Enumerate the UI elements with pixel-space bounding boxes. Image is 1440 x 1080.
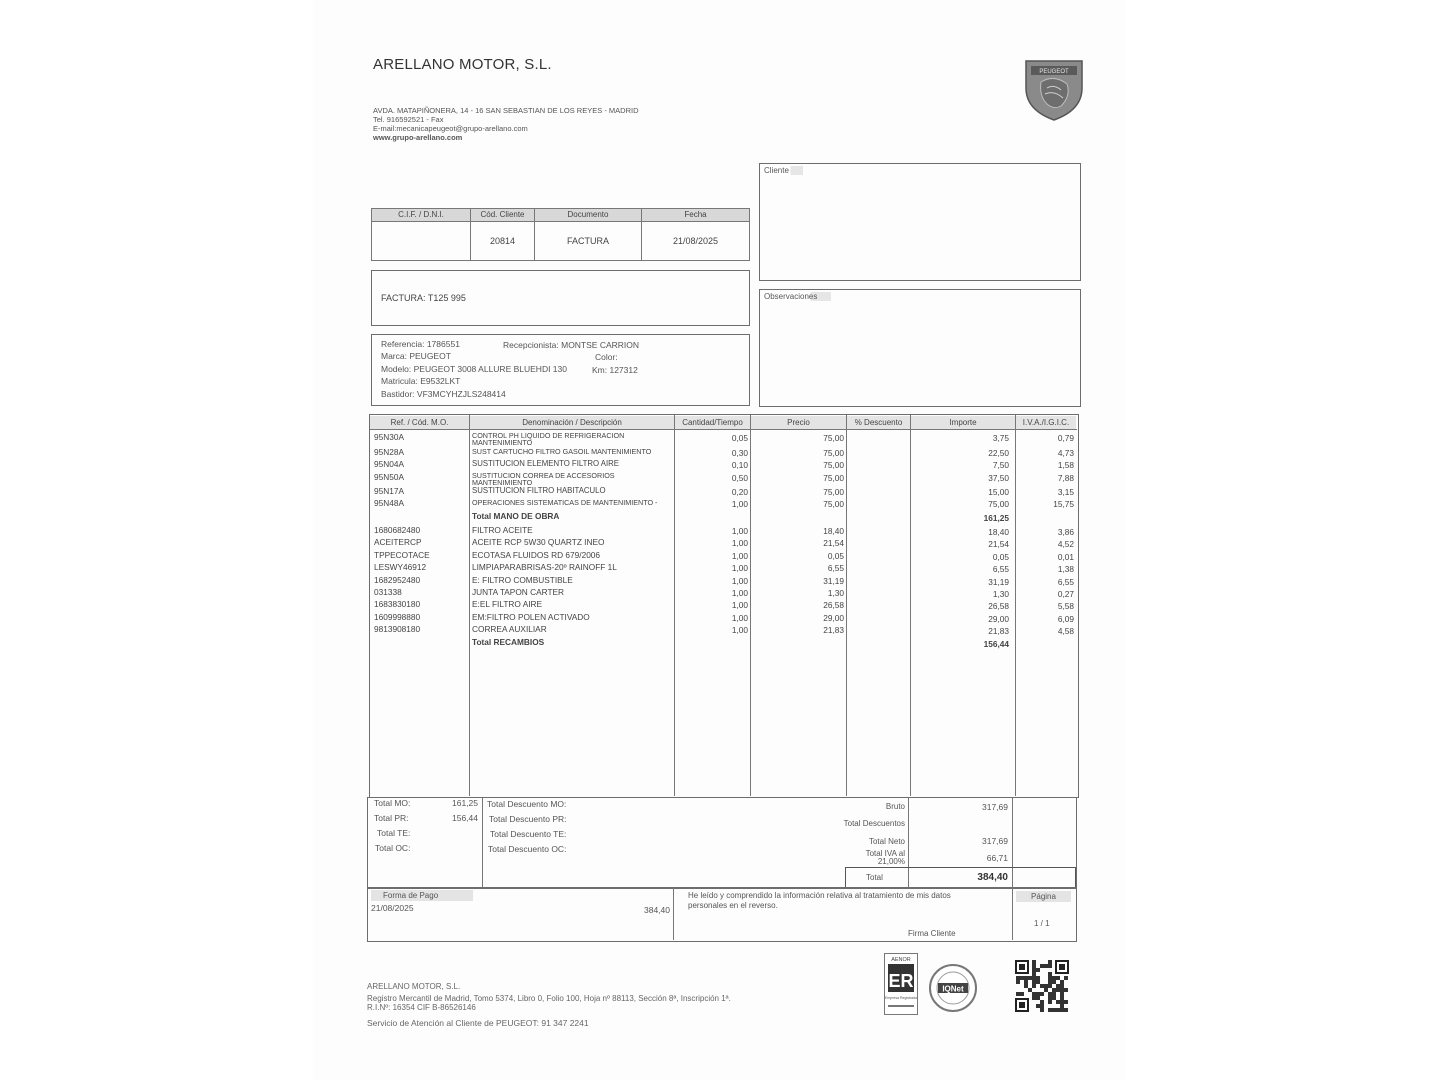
line-importe: 6,55 (992, 564, 1009, 575)
totals-divider (482, 798, 483, 887)
line-qty: 0,20 (731, 487, 748, 497)
line-iva: 6,55 (1057, 576, 1074, 587)
factura-number: FACTURA: T125 995 (381, 293, 466, 303)
grand-total-label: Total (866, 873, 883, 882)
payment-label: Forma de Pago (371, 890, 473, 901)
line-price: 75,00 (823, 499, 844, 509)
line-qty: 1,00 (731, 538, 748, 549)
vehicle-color: Color: (595, 352, 618, 362)
line-qty: 1,00 (731, 588, 748, 598)
total-descuentos-label: Total Descuentos (843, 819, 905, 828)
vehicle-modelo: Modelo: PEUGEOT 3008 ALLURE BLUEHDI 130 (381, 364, 567, 374)
line-iva: 3,86 (1057, 527, 1074, 537)
line-ref: 031338 (374, 587, 402, 597)
pagina-label: Página (1016, 891, 1071, 902)
line-qty: 0,10 (731, 460, 748, 470)
line-description: OPERACIONES SISTEMATICAS DE MANTENIMIENTO - (472, 498, 658, 507)
total-oc-label: Total OC: (375, 843, 411, 853)
line-iva: 4,73 (1057, 448, 1074, 458)
col-divider (910, 415, 911, 796)
vehicle-matricula: Matricula: E9532LKT (381, 376, 461, 386)
col-divider (750, 415, 751, 796)
company-address: AVDA. MATAPIÑONERA, 14 - 16 SAN SEBASTIAN DE LOS REYES - MADRID (373, 106, 639, 115)
col-divider (674, 415, 675, 796)
payment-date: 21/08/2025 (371, 903, 414, 913)
line-ref: 95N50A (374, 472, 404, 482)
line-qty: 0,50 (731, 473, 748, 483)
total-desc-oc-label: Total Descuento OC: (488, 844, 567, 854)
line-iva: 7,88 (1057, 473, 1074, 483)
observaciones-label: Observaciones (762, 292, 831, 301)
total-desc-mo-label: Total Descuento MO: (487, 799, 567, 809)
company-web: www.grupo-arellano.com (373, 133, 463, 142)
line-importe: 21,54 (988, 539, 1009, 550)
line-ref: 95N17A (374, 486, 404, 496)
line-iva: 4,58 (1057, 626, 1074, 637)
header-fecha-value: 21/08/2025 (641, 221, 750, 261)
line-ref: 95N48A (374, 498, 404, 508)
line-price: 26,58 (823, 600, 844, 611)
col-importe: Importe (911, 416, 1016, 429)
line-description: E:EL FILTRO AIRE (472, 599, 543, 610)
line-price: 29,00 (823, 612, 844, 623)
line-iva: 1,58 (1057, 460, 1074, 470)
header-cif-value (371, 221, 471, 261)
line-iva: 1,38 (1057, 564, 1074, 575)
line-description-2: MANTENIMIENTO (472, 438, 533, 447)
col-desc: Denominación / Descripción (470, 416, 675, 429)
vehicle-km: Km: 127312 (592, 365, 638, 375)
privacy-text-1: He leído y comprendido la información relativa al tratamiento de mis datos (688, 891, 951, 900)
line-ref: LESWY46912 (374, 562, 427, 573)
line-importe: 31,19 (988, 576, 1009, 587)
total-desc-pr-label: Total Descuento PR: (489, 814, 567, 824)
observaciones-box (759, 289, 1081, 407)
line-description: ECOTASA FLUIDOS RD 679/2006 (472, 549, 601, 560)
line-importe: 18,40 (988, 527, 1009, 537)
header-documento-label: Documento (534, 208, 642, 222)
total-pr-label: Total PR: (374, 813, 409, 823)
line-importe: 21,83 (988, 626, 1009, 637)
col-divider (1015, 415, 1016, 796)
total-iva-label: Total IVA al (865, 849, 905, 858)
line-description: LIMPIAPARABRISAS-20º RAINOFF 1L (472, 562, 617, 573)
line-importe: 29,00 (988, 613, 1009, 624)
cliente-box (759, 163, 1081, 281)
col-divider (846, 415, 847, 796)
line-description: JUNTA TAPON CARTER (472, 587, 565, 597)
line-ref: 1682952480 (374, 574, 421, 585)
total-iva-value: 66,71 (986, 853, 1008, 863)
header-fecha-label: Fecha (641, 208, 750, 222)
line-importe: 1,30 (992, 589, 1009, 599)
line-iva: 15,75 (1053, 499, 1074, 509)
total-mo-value: 161,25 (452, 798, 478, 808)
bruto-label: Bruto (885, 802, 905, 811)
company-name: ARELLANO MOTOR, S.L. (373, 56, 552, 73)
line-price: 1,30 (827, 588, 844, 598)
grand-total-divider (908, 868, 909, 887)
line-description: CORREA AUXILIAR (472, 624, 547, 635)
line-price: 21,54 (823, 538, 844, 549)
parts-total-value: 156,44 (983, 639, 1009, 649)
total-neto-value: 317,69 (982, 836, 1008, 846)
line-ref: 95N30A (374, 432, 404, 442)
firma-cliente: Firma Cliente (908, 929, 956, 938)
line-qty: 1,00 (731, 600, 748, 611)
vehicle-marca: Marca: PEUGEOT (381, 351, 451, 361)
aenor-text: AENOR (891, 957, 911, 963)
privacy-text-2: personales en el reverso. (688, 901, 778, 910)
pagina-value: 1 / 1 (1034, 919, 1050, 928)
line-ref: 95N28A (374, 447, 404, 457)
col-discount: % Descuento (847, 416, 911, 429)
col-divider (469, 415, 470, 796)
payment-amount: 384,40 (644, 905, 670, 915)
line-ref: 1680682480 (374, 525, 421, 535)
aenor-er-logo (884, 953, 918, 1015)
labor-total-label: Total MANO DE OBRA (472, 511, 560, 521)
company-email: E-mail:mecanicapeugeot@grupo-arellano.com (373, 124, 528, 133)
header-divider (370, 429, 1077, 430)
bruto-value: 317,69 (982, 802, 1008, 812)
cliente-label: Cliente (762, 166, 803, 175)
header-cif-label: C.I.F. / D.N.I. (371, 208, 471, 222)
line-iva: 5,58 (1057, 601, 1074, 612)
line-price: 31,19 (823, 575, 844, 586)
header-codcliente-value: 20814 (470, 221, 535, 261)
line-qty: 1,00 (731, 612, 748, 623)
line-iva: 3,15 (1057, 487, 1074, 497)
total-te-label: Total TE: (377, 828, 411, 838)
line-iva: 4,52 (1057, 539, 1074, 550)
footer-rin: R.I.Nº: 16354 CIF B-86526146 (367, 1003, 476, 1012)
line-price: 18,40 (823, 526, 844, 536)
line-description: FILTRO ACEITE (472, 525, 533, 535)
col-qty: Cantidad/Tiempo (675, 416, 751, 429)
footer-company: ARELLANO MOTOR, S.L. (367, 982, 461, 991)
logo-text: PEUGEOT (1039, 69, 1069, 75)
qr-code (1015, 960, 1069, 1012)
total-mo-label: Total MO: (374, 798, 411, 808)
total-iva-rate: 21,00% (877, 857, 905, 866)
line-price: 6,55 (827, 563, 844, 574)
line-importe: 7,50 (992, 460, 1009, 470)
parts-total-label: Total RECAMBIOS (472, 637, 545, 647)
line-iva: 0,79 (1057, 433, 1074, 443)
line-importe: 22,50 (988, 448, 1009, 458)
line-price: 75,00 (823, 487, 844, 497)
col-iva: I.V.A./I.G.I.C. (1016, 416, 1076, 429)
line-ref: TPPECOTACE (374, 549, 430, 560)
line-qty: 0,05 (731, 433, 748, 443)
line-description: SUSTITUCION CORREA DE ACCESORIOS (472, 471, 615, 480)
line-qty: 1,00 (731, 575, 748, 586)
line-importe: 26,58 (988, 601, 1009, 612)
footer-registry: Registro Mercantil de Madrid, Tomo 5374, Libro 0, Folio 100, Hoja nº 88113, Sección 8ª, Inscripción 1ª. (367, 994, 731, 1003)
line-qty: 1,00 (731, 625, 748, 636)
line-price: 75,00 (823, 448, 844, 458)
line-price: 21,83 (823, 625, 844, 636)
line-ref: 9813908180 (374, 624, 421, 635)
line-price: 75,00 (823, 460, 844, 470)
line-importe: 15,00 (988, 487, 1009, 497)
line-description: ACEITE RCP 5W30 QUARTZ INEO (472, 537, 605, 548)
line-ref: ACEITERCP (374, 537, 422, 548)
line-price: 0,05 (827, 550, 844, 561)
line-description: SUSTITUCION FILTRO HABITACULO (472, 486, 606, 495)
payment-divider (673, 888, 674, 940)
peugeot-logo (1023, 58, 1085, 122)
line-ref: 95N04A (374, 459, 404, 469)
line-ref: 1683830180 (374, 599, 421, 610)
col-price: Precio (751, 416, 847, 429)
line-importe: 75,00 (988, 499, 1009, 509)
line-qty: 1,00 (731, 563, 748, 574)
line-iva: 6,09 (1057, 613, 1074, 624)
line-importe: 37,50 (988, 473, 1009, 483)
total-pr-value: 156,44 (452, 813, 478, 823)
line-description: SUSTITUCION ELEMENTO FILTRO AIRE (472, 459, 620, 468)
line-qty: 0,30 (731, 448, 748, 458)
header-codcliente-label: Cód. Cliente (470, 208, 535, 222)
line-description: EM:FILTRO POLEN ACTIVADO (472, 611, 590, 622)
footer-service: Servicio de Atención al Cliente de PEUGEOT: 91 347 2241 (367, 1018, 589, 1028)
er-text: ER (888, 971, 914, 991)
line-qty: 1,00 (731, 499, 748, 509)
col-ref: Ref. / Cód. M.O. (370, 416, 470, 429)
line-price: 75,00 (823, 473, 844, 483)
line-iva: 0,27 (1057, 589, 1074, 599)
company-tel: Tel. 916592521 - Fax (373, 115, 444, 124)
line-description: SUST CARTUCHO FILTRO GASOIL MANTENIMIENTO (472, 447, 652, 456)
total-neto-label: Total Neto (868, 837, 905, 846)
line-importe: 3,75 (992, 433, 1009, 443)
total-desc-te-label: Total Descuento TE: (490, 829, 567, 839)
payment-divider (1012, 888, 1013, 940)
line-ref: 1609998880 (374, 611, 421, 622)
iqnet-text: IQNet (942, 984, 964, 994)
line-description-2: MANTENIMIENTO (472, 478, 533, 487)
er-subtext: Empresa Registrada (885, 996, 917, 1000)
line-description: CONTROL PH LIQUIDO DE REFRIGERACION (472, 431, 625, 440)
vehicle-bastidor: Bastidor: VF3MCYHZJLS248414 (381, 389, 506, 399)
line-importe: 0,05 (992, 551, 1009, 562)
line-qty: 1,00 (731, 526, 748, 536)
line-price: 75,00 (823, 433, 844, 443)
grand-total-value: 384,40 (977, 872, 1008, 883)
labor-total-value: 161,25 (983, 513, 1009, 523)
header-documento-value: FACTURA (534, 221, 642, 261)
vehicle-recepcionista: Recepcionista: MONTSE CARRION (503, 340, 640, 350)
iqnet-logo (928, 963, 978, 1013)
vehicle-referencia: Referencia: 1786551 (381, 339, 460, 349)
line-qty: 1,00 (731, 550, 748, 561)
line-iva: 0,01 (1057, 551, 1074, 562)
line-description: E: FILTRO COMBUSTIBLE (472, 574, 573, 585)
